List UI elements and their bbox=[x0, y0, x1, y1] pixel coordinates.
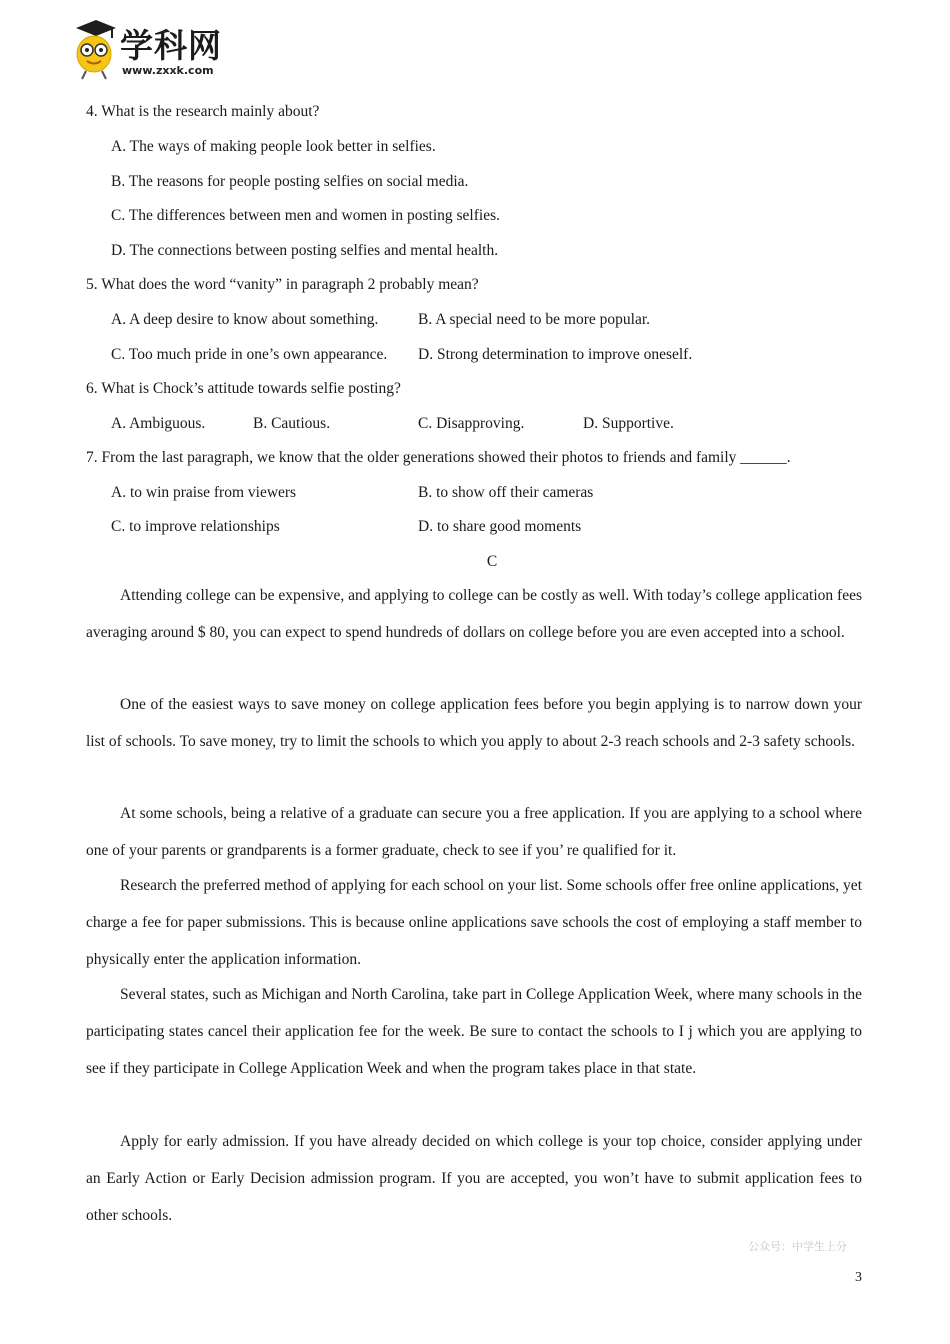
passage-paragraph: Several states, such as Michigan and North Carolina, take part in College Application Week, where many schools in the participating states cancel their application fee for the week. Be sure to contact the schools to I j which you are applying to see if they participate in College Application Week and when the program takes place in that state. bbox=[86, 986, 862, 1078]
passage-paragraph: Apply for early admission. If you have already decided on which college is your top choice, consider applying under an Early Action or Early Decision admission program. If you are accepted, you won’t have to submit application fees to other schools. bbox=[86, 1133, 862, 1225]
answer-option: B. to show off their cameras bbox=[418, 484, 594, 501]
answer-option: D. Supportive. bbox=[583, 415, 674, 432]
question-stem: 6. What is Chock’s attitude towards selfie posting? bbox=[86, 380, 401, 397]
question-stem: 5. What does the word “vanity” in paragraph 2 probably mean? bbox=[86, 276, 479, 293]
answer-option: C. Too much pride in one’s own appearance. bbox=[111, 346, 388, 363]
passage-paragraph: Attending college can be expensive, and applying to college can be costly as well. With today’s college application fees averaging around $ 80, you can expect to spend hundreds of dollars on college before you are even accepted into a school. bbox=[86, 587, 862, 642]
answer-option: B. A special need to be more popular. bbox=[418, 311, 651, 328]
question-stem: 4. What is the research mainly about? bbox=[86, 103, 320, 120]
answer-option: C. to improve relationships bbox=[111, 518, 280, 535]
answer-option: D. Strong determination to improve oneself. bbox=[418, 346, 693, 363]
answer-option: C. The differences between men and women in posting selfies. bbox=[111, 207, 500, 224]
watermark: 公众号：中学生上分 bbox=[748, 1240, 847, 1253]
answer-option: B. Cautious. bbox=[253, 415, 331, 432]
answer-option: C. Disapproving. bbox=[418, 415, 525, 432]
graduate-mascot-icon bbox=[72, 18, 120, 80]
passage-paragraph: At some schools, being a relative of a graduate can secure you a free application. If you are applying to a school where one of your parents or grandparents is a former graduate, check to see if you’ re qualified for it. bbox=[86, 805, 862, 860]
logo-title: 学科网 bbox=[120, 26, 222, 65]
answer-option: B. The reasons for people posting selfies on social media. bbox=[111, 173, 469, 190]
passage-paragraph: One of the easiest ways to save money on college application fees before you begin applying is to narrow down your list of schools. To save money, try to limit the schools to which you apply to about 2-3 reach schools and 2-3 safety schools. bbox=[86, 696, 862, 751]
answer-option: D. The connections between posting selfies and mental health. bbox=[111, 242, 499, 259]
passage-paragraph: Research the preferred method of applying for each school on your list. Some schools offer free online applications, yet charge a fee for paper submissions. This is because online applications save schools the cost of employing a staff member to physically enter the application information. bbox=[86, 877, 862, 969]
answer-option: A. to win praise from viewers bbox=[111, 484, 297, 501]
site-logo bbox=[72, 18, 232, 80]
answer-option: D. to share good moments bbox=[418, 518, 582, 535]
logo-url: www.zxxk.com bbox=[122, 64, 214, 77]
section-title: C bbox=[486, 553, 498, 570]
answer-option: A. A deep desire to know about something. bbox=[111, 311, 379, 328]
question-stem: 7. From the last paragraph, we know that the older generations showed their photos to friends and family ______. bbox=[86, 449, 791, 466]
answer-option: A. The ways of making people look better in selfies. bbox=[111, 138, 436, 155]
page-number: 3 bbox=[855, 1270, 862, 1285]
answer-option: A. Ambiguous. bbox=[111, 415, 206, 432]
